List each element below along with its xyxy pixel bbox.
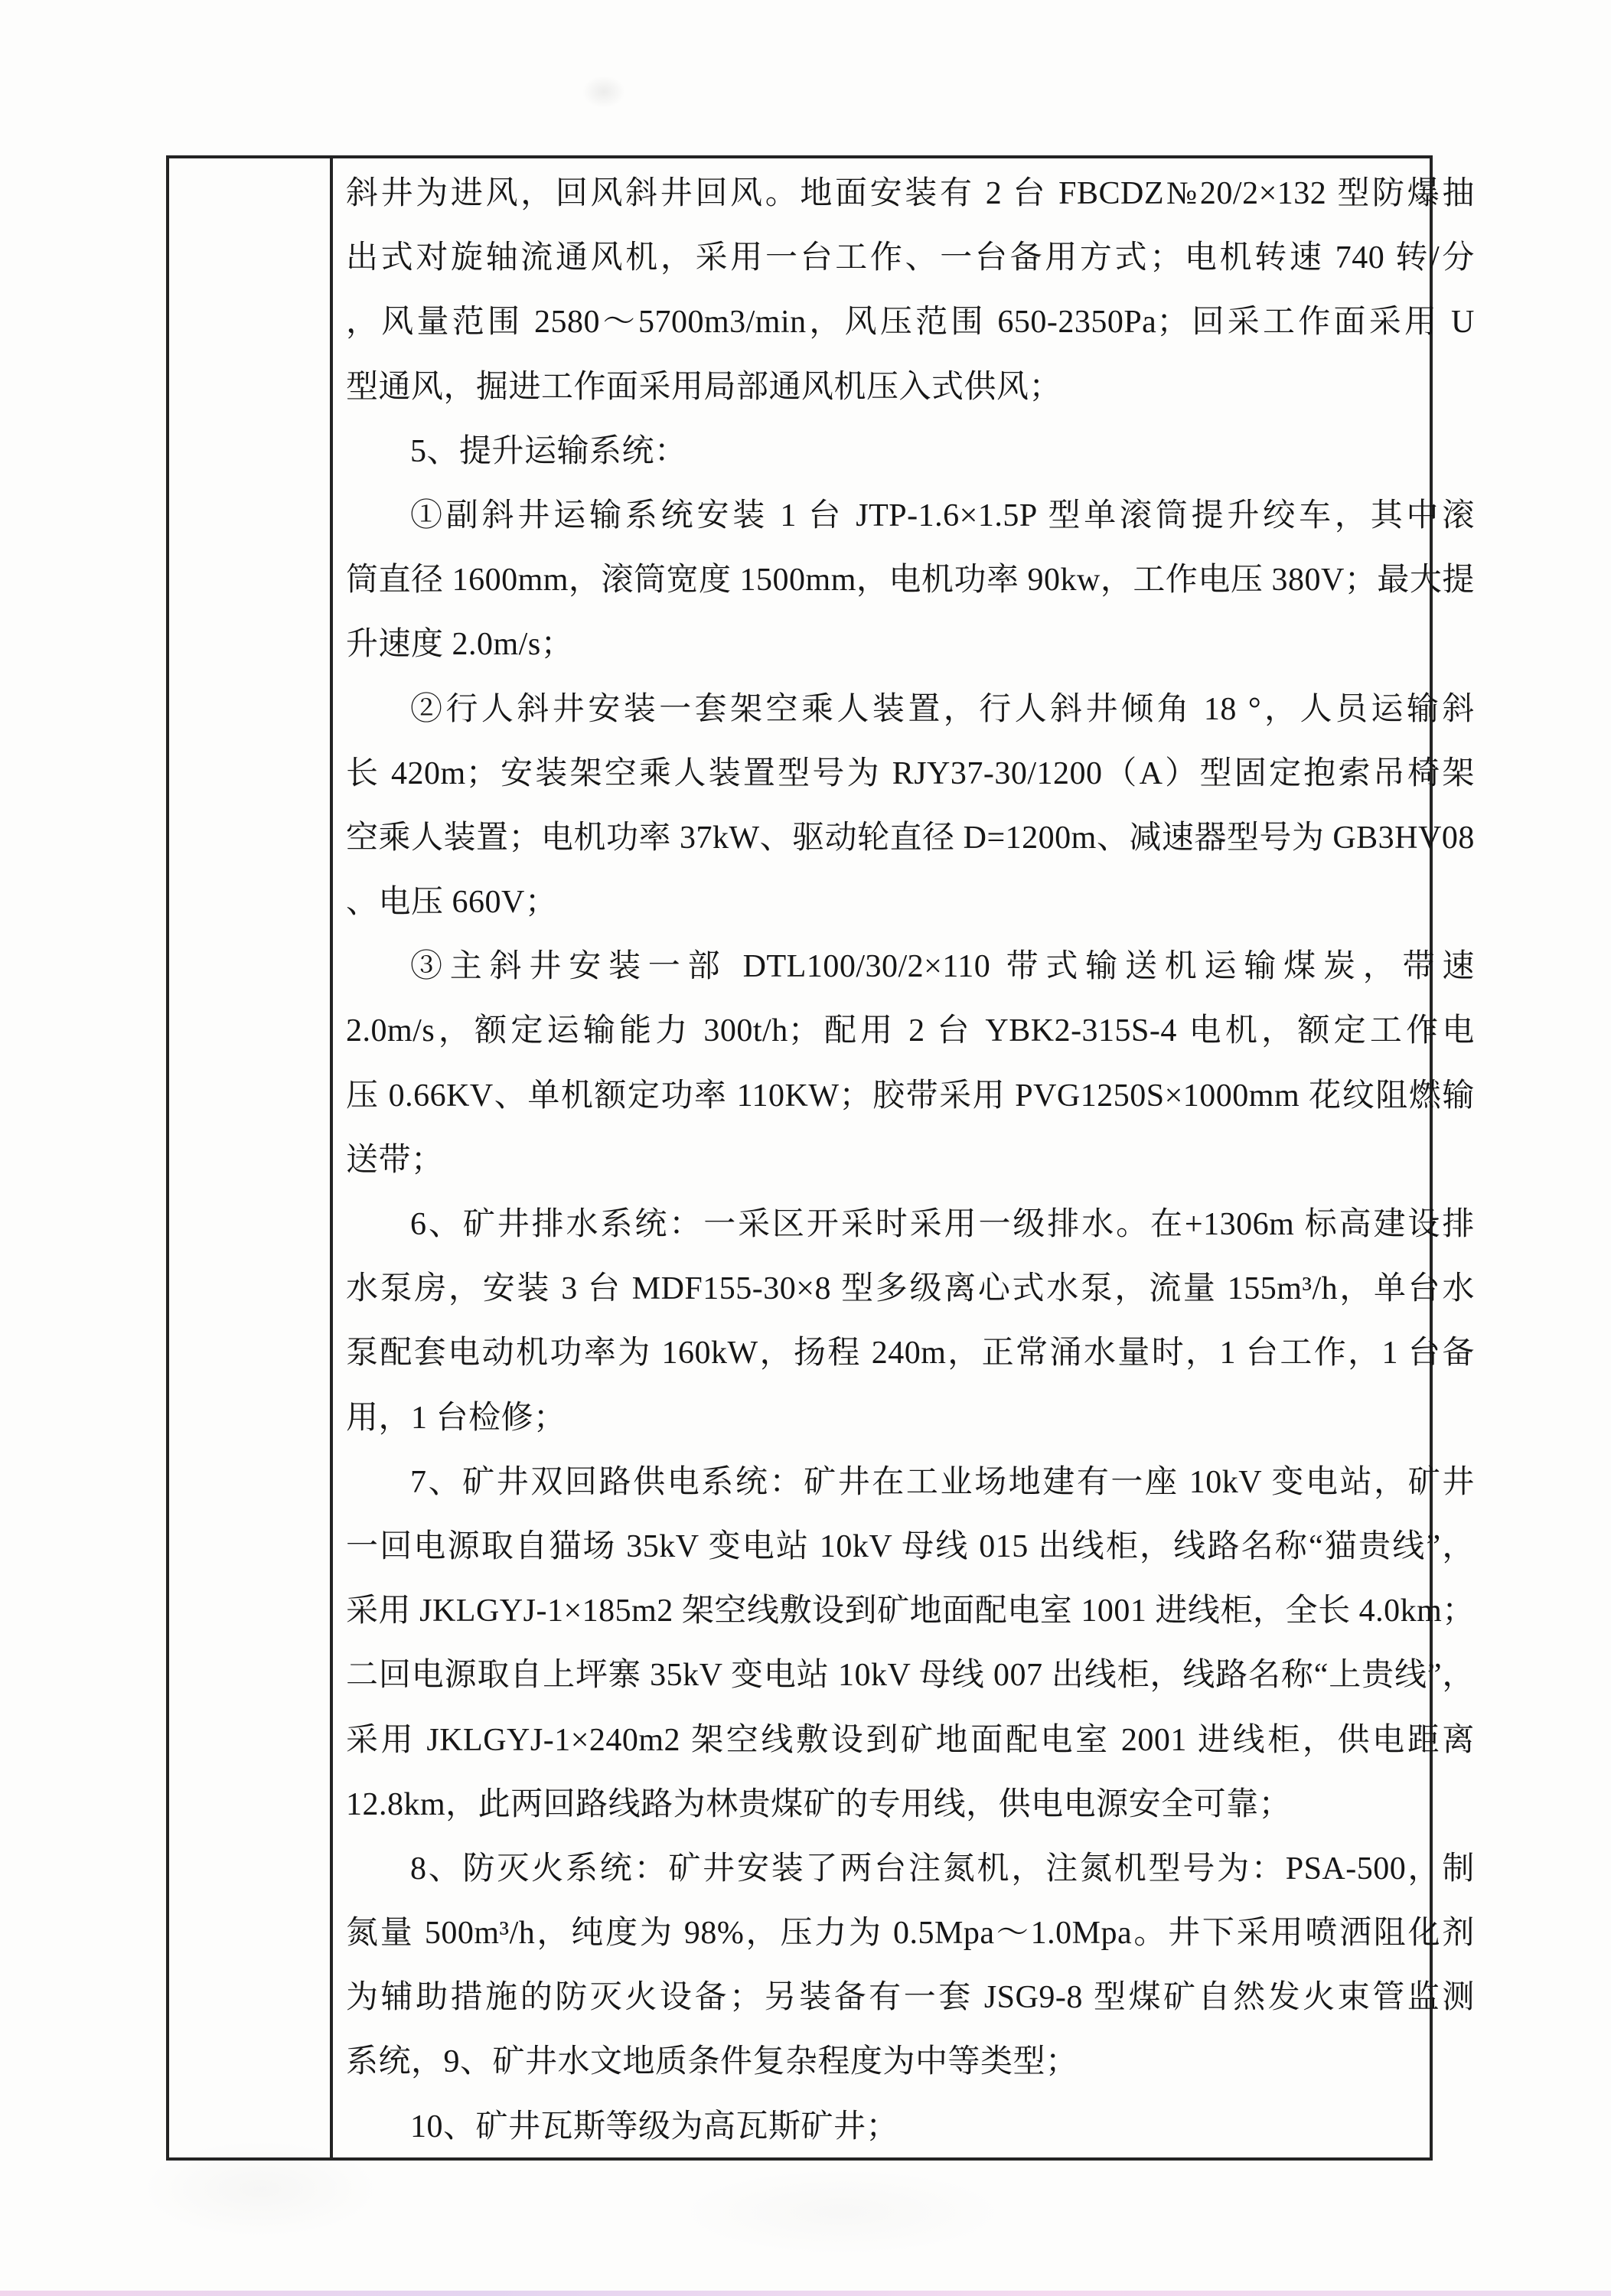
- text-line: ②行人斜井安装一套架空乘人装置，行人斜井倾角 18 °，人员运输斜: [410, 691, 1475, 727]
- text-line: ①副斜井运输系统安装 1 台 JTP-1.6×1.5P 型单滚筒提升绞车，其中滚: [410, 497, 1475, 533]
- text-line: 氮量 500m³/h，纯度为 98%，压力为 0.5Mpa～1.0Mpa。井下采用喷洒阻化剂: [346, 1916, 1475, 1952]
- text-line: 采用 JKLGYJ-1×185m2 架空线敷设到矿地面配电室 1001 进线柜，全长 4.0km；: [346, 1593, 1475, 1629]
- text-line: 8、防灭火系统：矿井安装了两台注氮机，注氮机型号为：PSA-500，制: [410, 1851, 1475, 1887]
- table-label-cell-empty: [169, 158, 333, 2157]
- text-line: ，风量范围 2580～5700m3/min，风压范围 650-2350Pa；回采工作面采用 U: [346, 305, 1475, 341]
- text-line: 斜井为进风，回风斜井回风。地面安装有 2 台 FBCDZ№20/2×132 型防爆抽: [346, 176, 1475, 211]
- text-line: 泵配套电动机功率为 160kW，扬程 240m，正常涌水量时，1 台工作，1 台备: [346, 1336, 1475, 1371]
- text-line: 12.8km，此两回路线路为林贵煤矿的专用线，供电电源安全可靠；: [346, 1786, 1292, 1822]
- text-line: 压 0.66KV、单机额定功率 110KW；胶带采用 PVG1250S×1000mm 花纹阻燃输: [346, 1078, 1475, 1114]
- scan-edge-artifact: [0, 2291, 1611, 2296]
- text-line: 10、矿井瓦斯等级为高瓦斯矿井；: [410, 2108, 899, 2144]
- text-line: 2.0m/s，额定运输能力 300t/h；配用 2 台 YBK2-315S-4 电机，额定工作电: [346, 1013, 1475, 1049]
- text-line: 为辅助措施的防灭火设备；另装备有一套 JSG9-8 型煤矿自然发火束管监测: [346, 1980, 1475, 2016]
- text-line: 7、矿井双回路供电系统：矿井在工业场地建有一座 10kV 变电站，矿井: [410, 1464, 1475, 1500]
- text-line: 一回电源取自猫场 35kV 变电站 10kV 母线 015 出线柜，线路名称“猫贵线”，: [346, 1528, 1475, 1564]
- text-line: 5、提升运输系统：: [410, 433, 687, 469]
- text-line: 6、矿井排水系统：一采区开采时采用一级排水。在+1306m 标高建设排: [410, 1207, 1475, 1242]
- text-line: 水泵房，安装 3 台 MDF155-30×8 型多级离心式水泵，流量 155m³/h，单台水: [346, 1271, 1475, 1307]
- text-line: 、电压 660V；: [346, 885, 558, 921]
- text-line: 用，1 台检修；: [346, 1400, 566, 1436]
- text-line: 长 420m；安装架空乘人装置型号为 RJY37-30/1200（A）型固定抱索吊椅架: [346, 755, 1475, 791]
- document-table: [166, 155, 1475, 2161]
- text-line: 空乘人装置；电机功率 37kW、驱动轮直径 D=1200m、减速器型号为 GB3HV08: [346, 820, 1475, 856]
- text-line: 升速度 2.0m/s；: [346, 627, 574, 663]
- text-line: 出式对旋轴流通风机，采用一台工作、一台备用方式；电机转速 740 转/分: [346, 240, 1475, 276]
- text-line: 采用 JKLGYJ-1×240m2 架空线敷设到矿地面配电室 2001 进线柜，供电距离: [346, 1722, 1475, 1758]
- table-content-cell: [333, 158, 1482, 2157]
- text-line: 系统，9、矿井水文地质条件复杂程度为中等类型；: [346, 2044, 1078, 2080]
- text-line: ③主斜井安装一部 DTL100/30/2×110 带式输送机运输煤炭，带速: [410, 949, 1475, 985]
- text-line: 送带；: [346, 1142, 444, 1178]
- text-line: 型通风，掘进工作面采用局部通风机压入式供风；: [346, 369, 1062, 405]
- text-line: 二回电源取自上坪寨 35kV 变电站 10kV 母线 007 出线柜，线路名称“上贵线”，: [346, 1658, 1475, 1694]
- text-line: 筒直径 1600mm，滚筒宽度 1500mm，电机功率 90kw，工作电压 380V；最大提: [346, 563, 1475, 598]
